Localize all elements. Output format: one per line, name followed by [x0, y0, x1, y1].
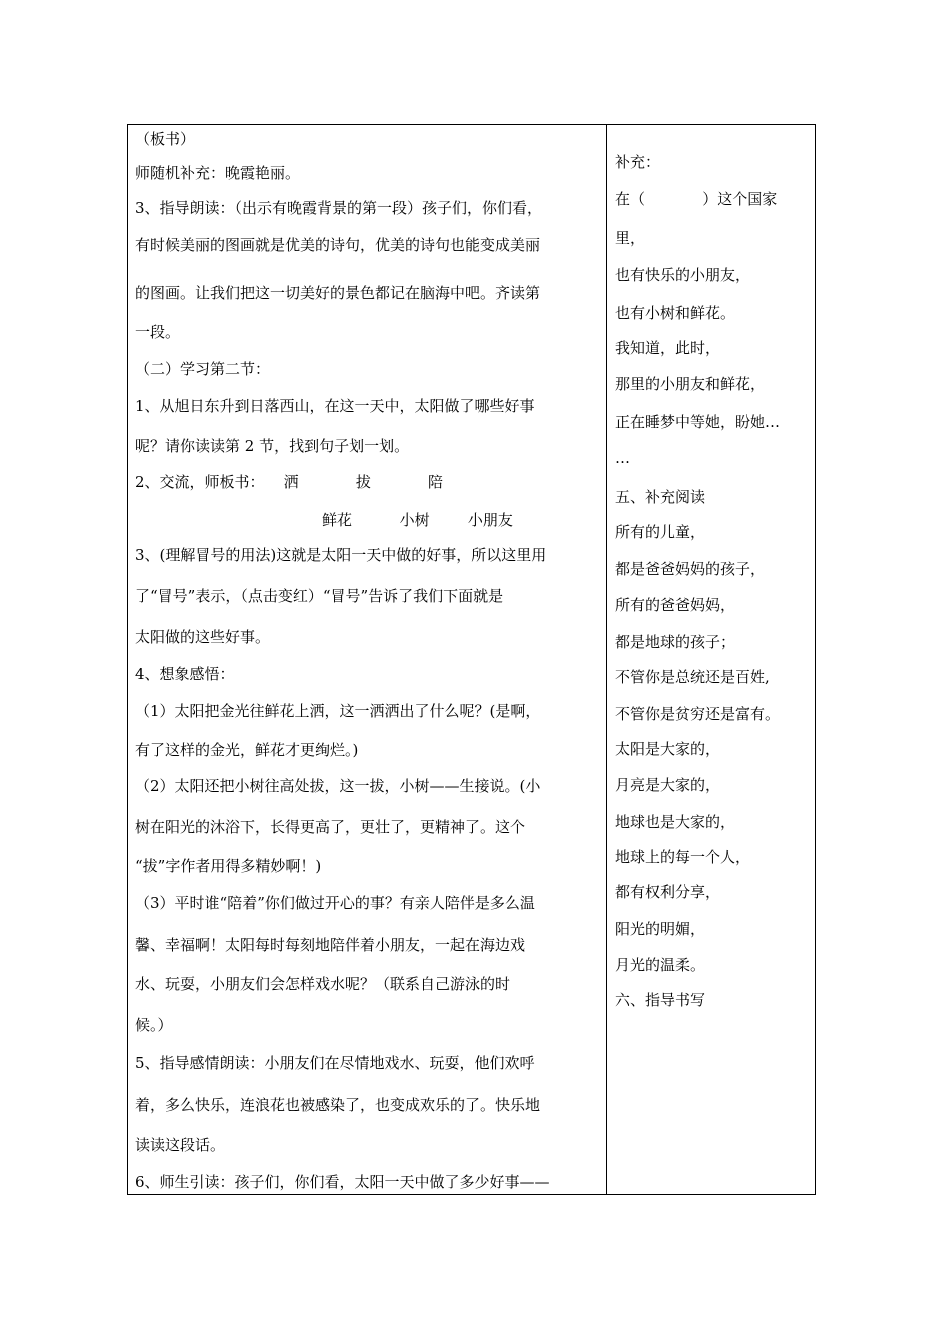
left-line: 了“冒号”表示，（点击变红）“冒号”告诉了我们下面就是: [135, 587, 504, 605]
right-line: 正在睡梦中等她，盼她…: [615, 413, 781, 431]
left-line: 1、从旭日东升到日落西山，在这一天中，太阳做了哪些好事: [135, 397, 535, 415]
right-line: …: [615, 449, 630, 467]
left-line: 水、玩耍，小朋友们会怎样戏水呢？（联系自己游泳的时: [135, 975, 511, 993]
right-line: 不管你是贫穷还是富有。: [615, 705, 781, 723]
right-line: 所有的爸爸妈妈，: [615, 596, 736, 614]
left-line: 有了这样的金光，鲜花才更绚烂。): [135, 741, 359, 759]
left-line: 树在阳光的沐浴下，长得更高了，更壮了，更精神了。这个: [135, 818, 526, 836]
left-line: 着，多么快乐，连浪花也被感染了，也变成欢乐的了。快乐地: [135, 1096, 541, 1114]
right-line: 那里的小朋友和鲜花，: [615, 375, 766, 393]
right-line: 所有的儿童，: [615, 523, 706, 541]
left-line: 6、师生引读：孩子们，你们看，太阳一天中做了多少好事——: [135, 1173, 550, 1191]
right-line: 都是爸爸妈妈的孩子，: [615, 560, 766, 578]
left-line: （板书）: [135, 130, 196, 148]
right-line: 地球也是大家的，: [615, 813, 736, 831]
right-line: 太阳是大家的，: [615, 740, 721, 758]
left-line: 呢？请你读读第 2 节，找到句子划一划。: [135, 437, 410, 455]
right-line: 五、补充阅读: [615, 488, 706, 506]
left-line: 候。）: [135, 1016, 173, 1034]
right-line: 我知道，此时，: [615, 339, 721, 357]
left-line: 有时候美丽的图画就是优美的诗句，优美的诗句也能变成美丽: [135, 236, 541, 254]
left-line: 4、想象感悟：: [135, 665, 235, 683]
left-line: 3、(理解冒号的用法)这就是太阳一天中做的好事，所以这里用: [135, 546, 547, 564]
left-line: 一段。: [135, 323, 181, 341]
left-line: 3、指导朗读：（出示有晚霞背景的第一段）孩子们，你们看，: [135, 199, 543, 217]
right-line: 月亮是大家的，: [615, 776, 721, 794]
left-line: 的图画。让我们把这一切美好的景色都记在脑海中吧。齐读第: [135, 284, 541, 302]
right-line: 不管你是总统还是百姓,: [615, 668, 770, 686]
right-line: 里，: [615, 229, 646, 247]
left-line: （2）太阳还把小树往高处拔，这一拔，小树——生接说。(小: [135, 777, 541, 795]
right-line: 在（ ）这个国家: [615, 190, 778, 208]
left-line: （3）平时谁“陪着”你们做过开心的事？有亲人陪伴是多么温: [135, 894, 535, 912]
left-line: 读读这段话。: [135, 1136, 226, 1154]
left-line: 太阳做的这些好事。: [135, 628, 271, 646]
right-line: 都有权利分享，: [615, 883, 721, 901]
left-line: 师随机补充：晚霞艳丽。: [135, 164, 301, 182]
right-line: 补充：: [615, 153, 661, 171]
left-line: （1）太阳把金光往鲜花上洒，这一洒洒出了什么呢？(是啊，: [135, 702, 541, 720]
right-line: 也有快乐的小朋友，: [615, 266, 751, 284]
right-line: 月光的温柔。: [615, 956, 706, 974]
left-line: “拔”字作者用得多精妙啊！): [135, 857, 322, 875]
right-line: 六、指导书写: [615, 991, 706, 1009]
column-divider: [606, 124, 607, 1195]
left-line: 馨、幸福啊！太阳每时每刻地陪伴着小朋友，一起在海边戏: [135, 936, 526, 954]
right-line: 也有小树和鲜花。: [615, 304, 736, 322]
right-line: 地球上的每一个人，: [615, 848, 751, 866]
left-line: （二）学习第二节：: [135, 360, 271, 378]
left-line: 2、交流，师板书： 洒 拔 陪: [135, 473, 444, 491]
left-line: 鲜花 小树 小朋友: [322, 511, 513, 529]
right-line: 都是地球的孩子；: [615, 633, 736, 651]
right-line: 阳光的明媚，: [615, 920, 706, 938]
left-line: 5、指导感情朗读：小朋友们在尽情地戏水、玩耍，他们欢呼: [135, 1054, 535, 1072]
